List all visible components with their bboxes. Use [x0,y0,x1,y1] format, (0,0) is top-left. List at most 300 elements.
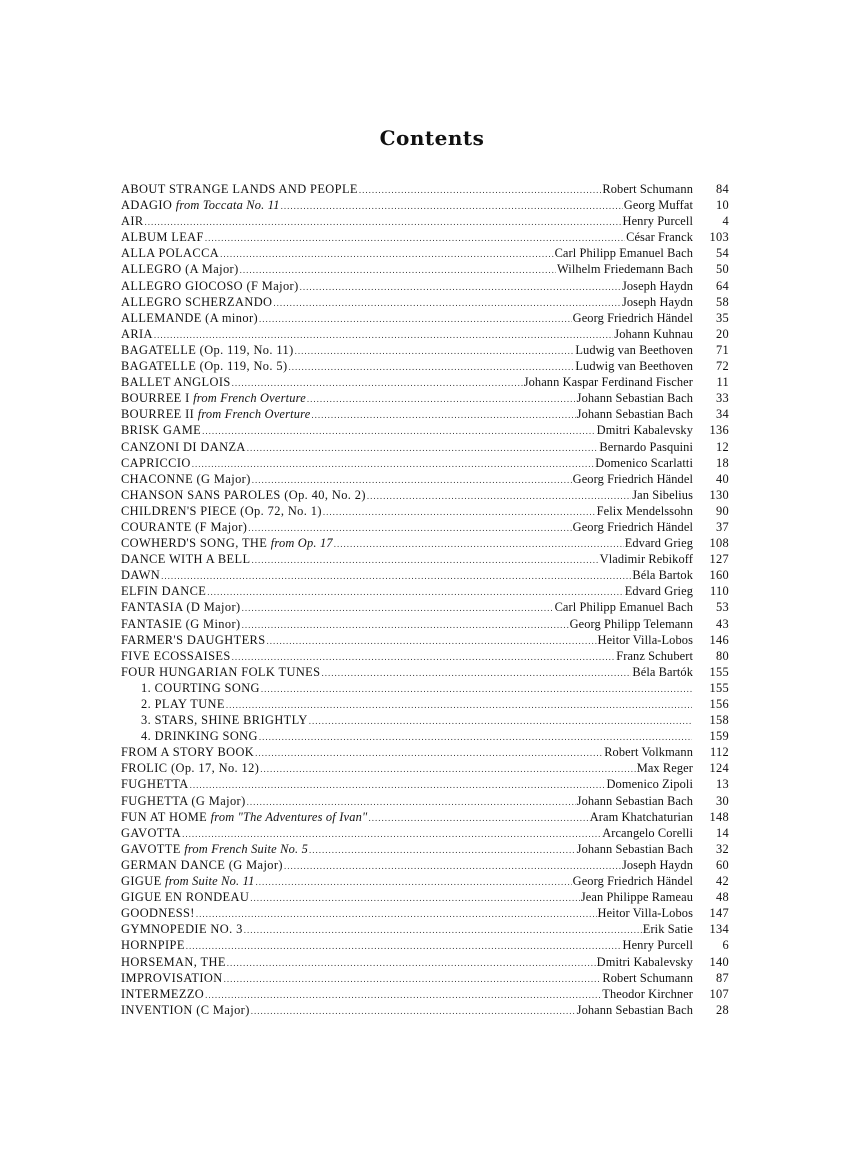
toc-entry [121,809,729,825]
dot-leader [186,937,622,954]
dot-leader [202,422,596,439]
piece-title-main: 3. STARS, SHINE BRIGHTLY [141,713,308,728]
toc-entry [121,648,729,664]
toc-entry-line [121,1002,693,1019]
piece-title-main: COWHERD'S SONG, THE [121,536,268,551]
piece-title-main: DANCE WITH A BELL [121,552,251,567]
toc-entry-line [121,439,693,456]
toc-entry-line [121,358,693,375]
page-number: 159 [709,729,729,744]
toc-entry [121,181,729,197]
piece-title-main: ELFIN DANCE [121,584,207,599]
dot-leader [289,358,575,375]
piece-title [121,857,283,873]
piece-title-main: FROM A STORY BOOK [121,745,255,760]
piece-title [121,471,251,487]
composer-name: Béla Bartok [632,568,693,583]
composer-name: Béla Bartók [632,664,693,679]
composer-name: Johann Sebastian Bach [576,407,693,422]
page-number: 156 [709,697,729,711]
toc-entry [121,294,729,310]
toc-entry-line [141,680,693,697]
composer-name: Felix Mendelssohn [596,503,693,518]
composer-name: Georg Friedrich Händel [572,471,693,486]
dot-leader [207,583,623,600]
composer-name: Bernardo Pasquini [599,439,693,454]
dot-leader [240,261,556,278]
toc-entry-line [121,616,693,633]
composer-name: Robert Schumann [602,970,693,985]
toc-entry-line [121,535,693,552]
toc-entry-line [121,857,693,874]
page-number: 124 [709,761,729,776]
toc-entry [121,760,729,776]
dot-leader [220,245,553,262]
dot-leader [192,455,594,472]
piece-title-main: ARIA [121,326,153,341]
page-number: 136 [709,423,729,438]
piece-title [141,728,258,744]
dot-leader [255,744,603,761]
piece-source: from Suite No. 11 [165,874,255,889]
piece-title-main: ALLEGRO GIOCOSO (F Major) [121,278,299,293]
page-number: 87 [716,970,729,985]
toc-entry [121,680,729,696]
piece-title-main: ALLEGRO SCHERZANDO [121,294,273,309]
piece-title-main: FARMER'S DAUGHTERS [121,632,266,647]
toc-entry-line [121,487,693,504]
toc-entry-line [121,551,693,568]
dot-leader [260,760,635,777]
toc-entry-line [121,648,693,665]
piece-title-main: ALLEGRO (A Major) [121,262,239,277]
dot-leader [256,873,572,890]
composer-name: Johann Sebastian Bach [576,1002,693,1017]
piece-title [121,986,204,1002]
piece-title [121,535,333,551]
composer-name: Dmitri Kabalevsky [596,954,693,969]
toc-entry [121,1002,729,1018]
page-number: 13 [716,777,729,792]
toc-entry-line [121,422,693,439]
toc-entry [121,229,729,245]
toc-entry-line [121,261,693,278]
dot-leader [251,551,598,568]
composer-name: Johann Sebastian Bach [576,793,693,808]
dot-leader [295,342,575,359]
toc-entry-line [121,342,693,359]
dot-leader [252,471,572,488]
toc-entry [121,439,729,455]
piece-source: from "The Adventures of Ivan" [210,809,368,824]
toc-entry-line [121,889,693,906]
toc-entry [121,310,729,326]
toc-entry [121,905,729,921]
piece-title [121,455,191,471]
piece-title [121,889,249,905]
page-number: 147 [709,906,729,921]
page-number: 14 [716,825,729,840]
piece-title-main: FANTASIA (D Major) [121,600,241,615]
page-number: 103 [709,230,729,245]
dot-leader [242,616,569,633]
piece-title-main: FOUR HUNGARIAN FOLK TUNES [121,664,321,679]
toc-entry [121,937,729,953]
composer-name: Domenico Scarlatti [595,455,693,470]
composer-name: Heitor Villa-Lobos [597,632,693,647]
page-number: 60 [716,857,729,872]
piece-title-main: ALBUM LEAF [121,230,204,245]
toc-entry-line [121,503,693,520]
piece-title [121,358,288,374]
page-number: 43 [716,616,729,631]
toc-entry [121,390,729,406]
toc-entry-line [121,825,693,842]
page-number: 90 [716,503,729,518]
piece-title [121,583,206,599]
piece-title [121,390,306,406]
page-number: 127 [709,552,729,567]
toc-entry [121,986,729,1002]
piece-title-main: GAVOTTA [121,825,182,840]
toc-entry [121,422,729,438]
piece-title [121,503,322,519]
page-number: 155 [709,680,729,695]
composer-name: César Franck [626,230,693,245]
piece-title [121,744,254,760]
dot-leader [284,857,621,874]
piece-title [121,422,201,438]
piece-title-main: 4. DRINKING SONG [141,729,258,744]
page-number: 110 [709,584,729,599]
dot-leader [190,776,606,793]
page-number: 35 [716,310,729,325]
toc-entry-line [121,937,693,954]
page-number: 64 [716,278,729,293]
piece-title-main: BAGATELLE (Op. 119, No. 11) [121,342,294,357]
dot-leader [259,728,692,745]
piece-title [121,841,308,857]
piece-title [121,406,310,422]
toc-entry [121,374,729,390]
toc-entry [121,583,729,599]
composer-name: Carl Philipp Emanuel Bach [554,246,693,261]
dot-leader [161,567,631,584]
piece-source: from French Overture [193,391,306,406]
page-number: 155 [709,664,729,679]
dot-leader [244,921,642,938]
dot-leader [307,390,576,407]
piece-title-main: FROLIC (Op. 17, No. 12) [121,761,260,776]
dot-leader [226,696,692,713]
composer-name: Georg Friedrich Händel [572,310,693,325]
piece-title-main: ADAGIO [121,198,173,213]
composer-name: Ludwig van Beethoven [575,359,693,374]
composer-name: Jan Sibelius [632,487,693,502]
piece-title [121,937,185,953]
toc-entry [121,551,729,567]
piece-title-main: GOODNESS! [121,906,195,921]
composer-name: Ludwig van Beethoven [575,342,693,357]
toc-entry-line [121,374,693,391]
piece-title [141,712,308,728]
toc-entry-line [121,970,693,987]
toc-entry [121,455,729,471]
piece-title [121,905,195,921]
dot-leader [368,809,588,826]
composer-name: Joseph Haydn [621,857,693,872]
piece-title-main: HORSEMAN, THE [121,954,226,969]
toc-entry-line [121,197,693,214]
composer-name: Georg Philipp Telemann [569,616,693,631]
dot-leader [232,374,523,391]
piece-title-main: ALLA POLACCA [121,246,220,261]
piece-title [121,664,320,680]
dot-leader [227,954,596,971]
toc-entry-line [121,181,693,198]
piece-title [121,825,181,841]
piece-title-main: INTERMEZZO [121,986,205,1001]
piece-title-main: CHANSON SANS PAROLES (Op. 40, No. 2) [121,487,366,502]
page-number: 6 [722,938,729,953]
piece-title [121,294,272,310]
composer-name: Edvard Grieg [624,536,693,551]
piece-title [141,680,260,696]
toc-entry [121,793,729,809]
dot-leader [300,278,621,295]
toc-entry-line [121,326,693,343]
toc-entry [121,970,729,986]
composer-name: Georg Friedrich Händel [572,519,693,534]
composer-name: Joseph Haydn [621,278,693,293]
page-number: 160 [709,568,729,583]
dot-leader [321,664,631,681]
page-number: 10 [716,198,729,213]
toc-entry-line [121,294,693,311]
piece-title [121,1002,250,1018]
piece-title [121,632,266,648]
dot-leader [311,406,575,423]
toc-entry-line [121,921,693,938]
toc-entry-line [121,776,693,793]
toc-entry [121,245,729,261]
toc-entry-line [121,245,693,262]
piece-title [121,616,241,632]
page-number: 84 [716,182,729,196]
dot-leader [242,599,554,616]
piece-title [121,181,358,197]
page-number: 112 [709,745,729,760]
toc-entry-line [121,455,693,472]
toc-entry [121,342,729,358]
piece-title-main: BOURREE II [121,407,195,422]
composer-name: Theodor Kirchner [602,986,693,1001]
dot-leader [205,229,625,246]
piece-title-main: BAGATELLE (Op. 119, No. 5) [121,359,288,374]
page-number: 130 [709,487,729,502]
toc-entry [121,599,729,615]
toc-entry-line [121,406,693,423]
toc-entry [121,889,729,905]
piece-title [121,567,160,583]
piece-title [121,760,259,776]
toc-entry [121,712,729,728]
toc-entry-line [121,213,693,230]
toc-entry [121,519,729,535]
toc-entry [121,487,729,503]
composer-name: Johann Kuhnau [614,326,693,341]
piece-title-main: CANZONI DI DANZA [121,439,246,454]
composer-name: Max Reger [636,761,693,776]
piece-title [121,970,223,986]
piece-source: from Op. 17 [270,536,333,551]
toc-entry-line [121,873,693,890]
toc-entry [121,744,729,760]
piece-title-main: BALLET ANGLOIS [121,375,231,390]
dot-leader [273,294,621,311]
page-number: 53 [716,600,729,615]
piece-title [141,696,225,712]
piece-title-main: FUN AT HOME [121,809,208,824]
composer-name: Georg Friedrich Händel [572,874,693,889]
table-of-contents [121,181,729,1018]
toc-entry-line [141,696,693,713]
page-number: 50 [716,262,729,277]
piece-title [121,261,239,277]
toc-entry [121,278,729,294]
toc-entry [121,776,729,792]
composer-name: Johann Kaspar Ferdinand Fischer [523,375,693,390]
piece-title-main: CHILDREN'S PIECE (Op. 72, No. 1) [121,503,322,518]
composer-name: Henry Purcell [622,938,693,953]
dot-leader [182,825,601,842]
toc-entry-line [121,229,693,246]
composer-name: Wilhelm Friedemann Bach [557,262,693,277]
composer-name: Erik Satie [642,922,693,937]
toc-entry [121,406,729,422]
page-number: 20 [716,326,729,341]
page-number: 11 [716,375,729,390]
piece-title-main: CHACONNE (G Major) [121,471,251,486]
piece-title-main: GIGUE EN RONDEAU [121,890,250,905]
dot-leader [259,310,572,327]
toc-entry-line [121,310,693,327]
dot-leader [196,905,597,922]
piece-title-main: FUGHETTA [121,777,189,792]
piece-title [121,245,219,261]
composer-name: Robert Schumann [602,182,693,196]
toc-entry-line [121,841,693,858]
composer-name: Edvard Grieg [624,584,693,599]
dot-leader [248,519,571,536]
toc-entry [121,616,729,632]
composer-name: Heitor Villa-Lobos [597,906,693,921]
page-number: 12 [716,439,729,454]
dot-leader [323,503,596,520]
toc-entry-line [141,712,693,729]
piece-title [121,326,153,342]
composer-name: Arcangelo Corelli [602,825,693,840]
page-number: 107 [709,986,729,1001]
page-number: 30 [716,793,729,808]
composer-name: Georg Muffat [623,198,693,213]
page-number: 146 [709,632,729,647]
toc-entry-line [121,809,693,826]
dot-leader [247,439,599,456]
piece-title [121,519,247,535]
piece-title [121,921,243,937]
toc-entry-line [121,744,693,761]
toc-entry [121,567,729,583]
piece-title-main: IMPROVISATION [121,970,223,985]
toc-entry-line [121,793,693,810]
piece-title-main: DAWN [121,568,161,583]
page-number: 34 [716,407,729,422]
piece-title [121,551,250,567]
page-number: 80 [716,648,729,663]
toc-entry [121,873,729,889]
dot-leader [154,326,613,343]
toc-entry [121,841,729,857]
piece-source: from Toccata No. 11 [175,198,280,213]
dot-leader [205,986,601,1003]
toc-entry [121,954,729,970]
piece-title-main: 1. COURTING SONG [141,680,260,695]
toc-entry [121,696,729,712]
dot-leader [232,648,616,665]
piece-title [121,310,258,326]
toc-entry-line [141,728,693,745]
piece-title [121,278,299,294]
composer-name: Franz Schubert [616,648,693,663]
piece-title [121,809,367,825]
piece-title [121,374,231,390]
page-number: 18 [716,455,729,470]
toc-entry [121,632,729,648]
page-number: 37 [716,519,729,534]
dot-leader [247,793,576,810]
toc-entry [121,213,729,229]
toc-entry-line [121,905,693,922]
dot-leader [359,181,601,198]
piece-title-main: INVENTION (C Major) [121,1002,250,1017]
piece-title [121,213,144,229]
toc-entry-line [121,519,693,536]
dot-leader [250,889,580,906]
piece-title-main: GIGUE [121,874,162,889]
page-number: 158 [709,713,729,728]
composer-name: Dmitri Kabalevsky [596,423,693,438]
piece-title [121,342,294,358]
toc-entry [121,825,729,841]
piece-title-main: GYMNOPEDIE NO. 3 [121,922,243,937]
toc-entry-line [121,278,693,295]
page-number: 148 [709,809,729,824]
composer-name: Joseph Haydn [621,294,693,309]
dot-leader [145,213,622,230]
dot-leader [334,535,624,552]
piece-title [121,873,255,889]
composer-name: Robert Volkmann [604,745,693,760]
toc-entry-line [121,599,693,616]
toc-entry-line [121,986,693,1003]
dot-leader [309,841,576,858]
page-number: 140 [709,954,729,969]
page-number: 42 [716,874,729,889]
piece-source: from French Suite No. 5 [184,841,308,856]
composer-name: Domenico Zipoli [606,777,693,792]
composer-name: Johann Sebastian Bach [576,841,693,856]
